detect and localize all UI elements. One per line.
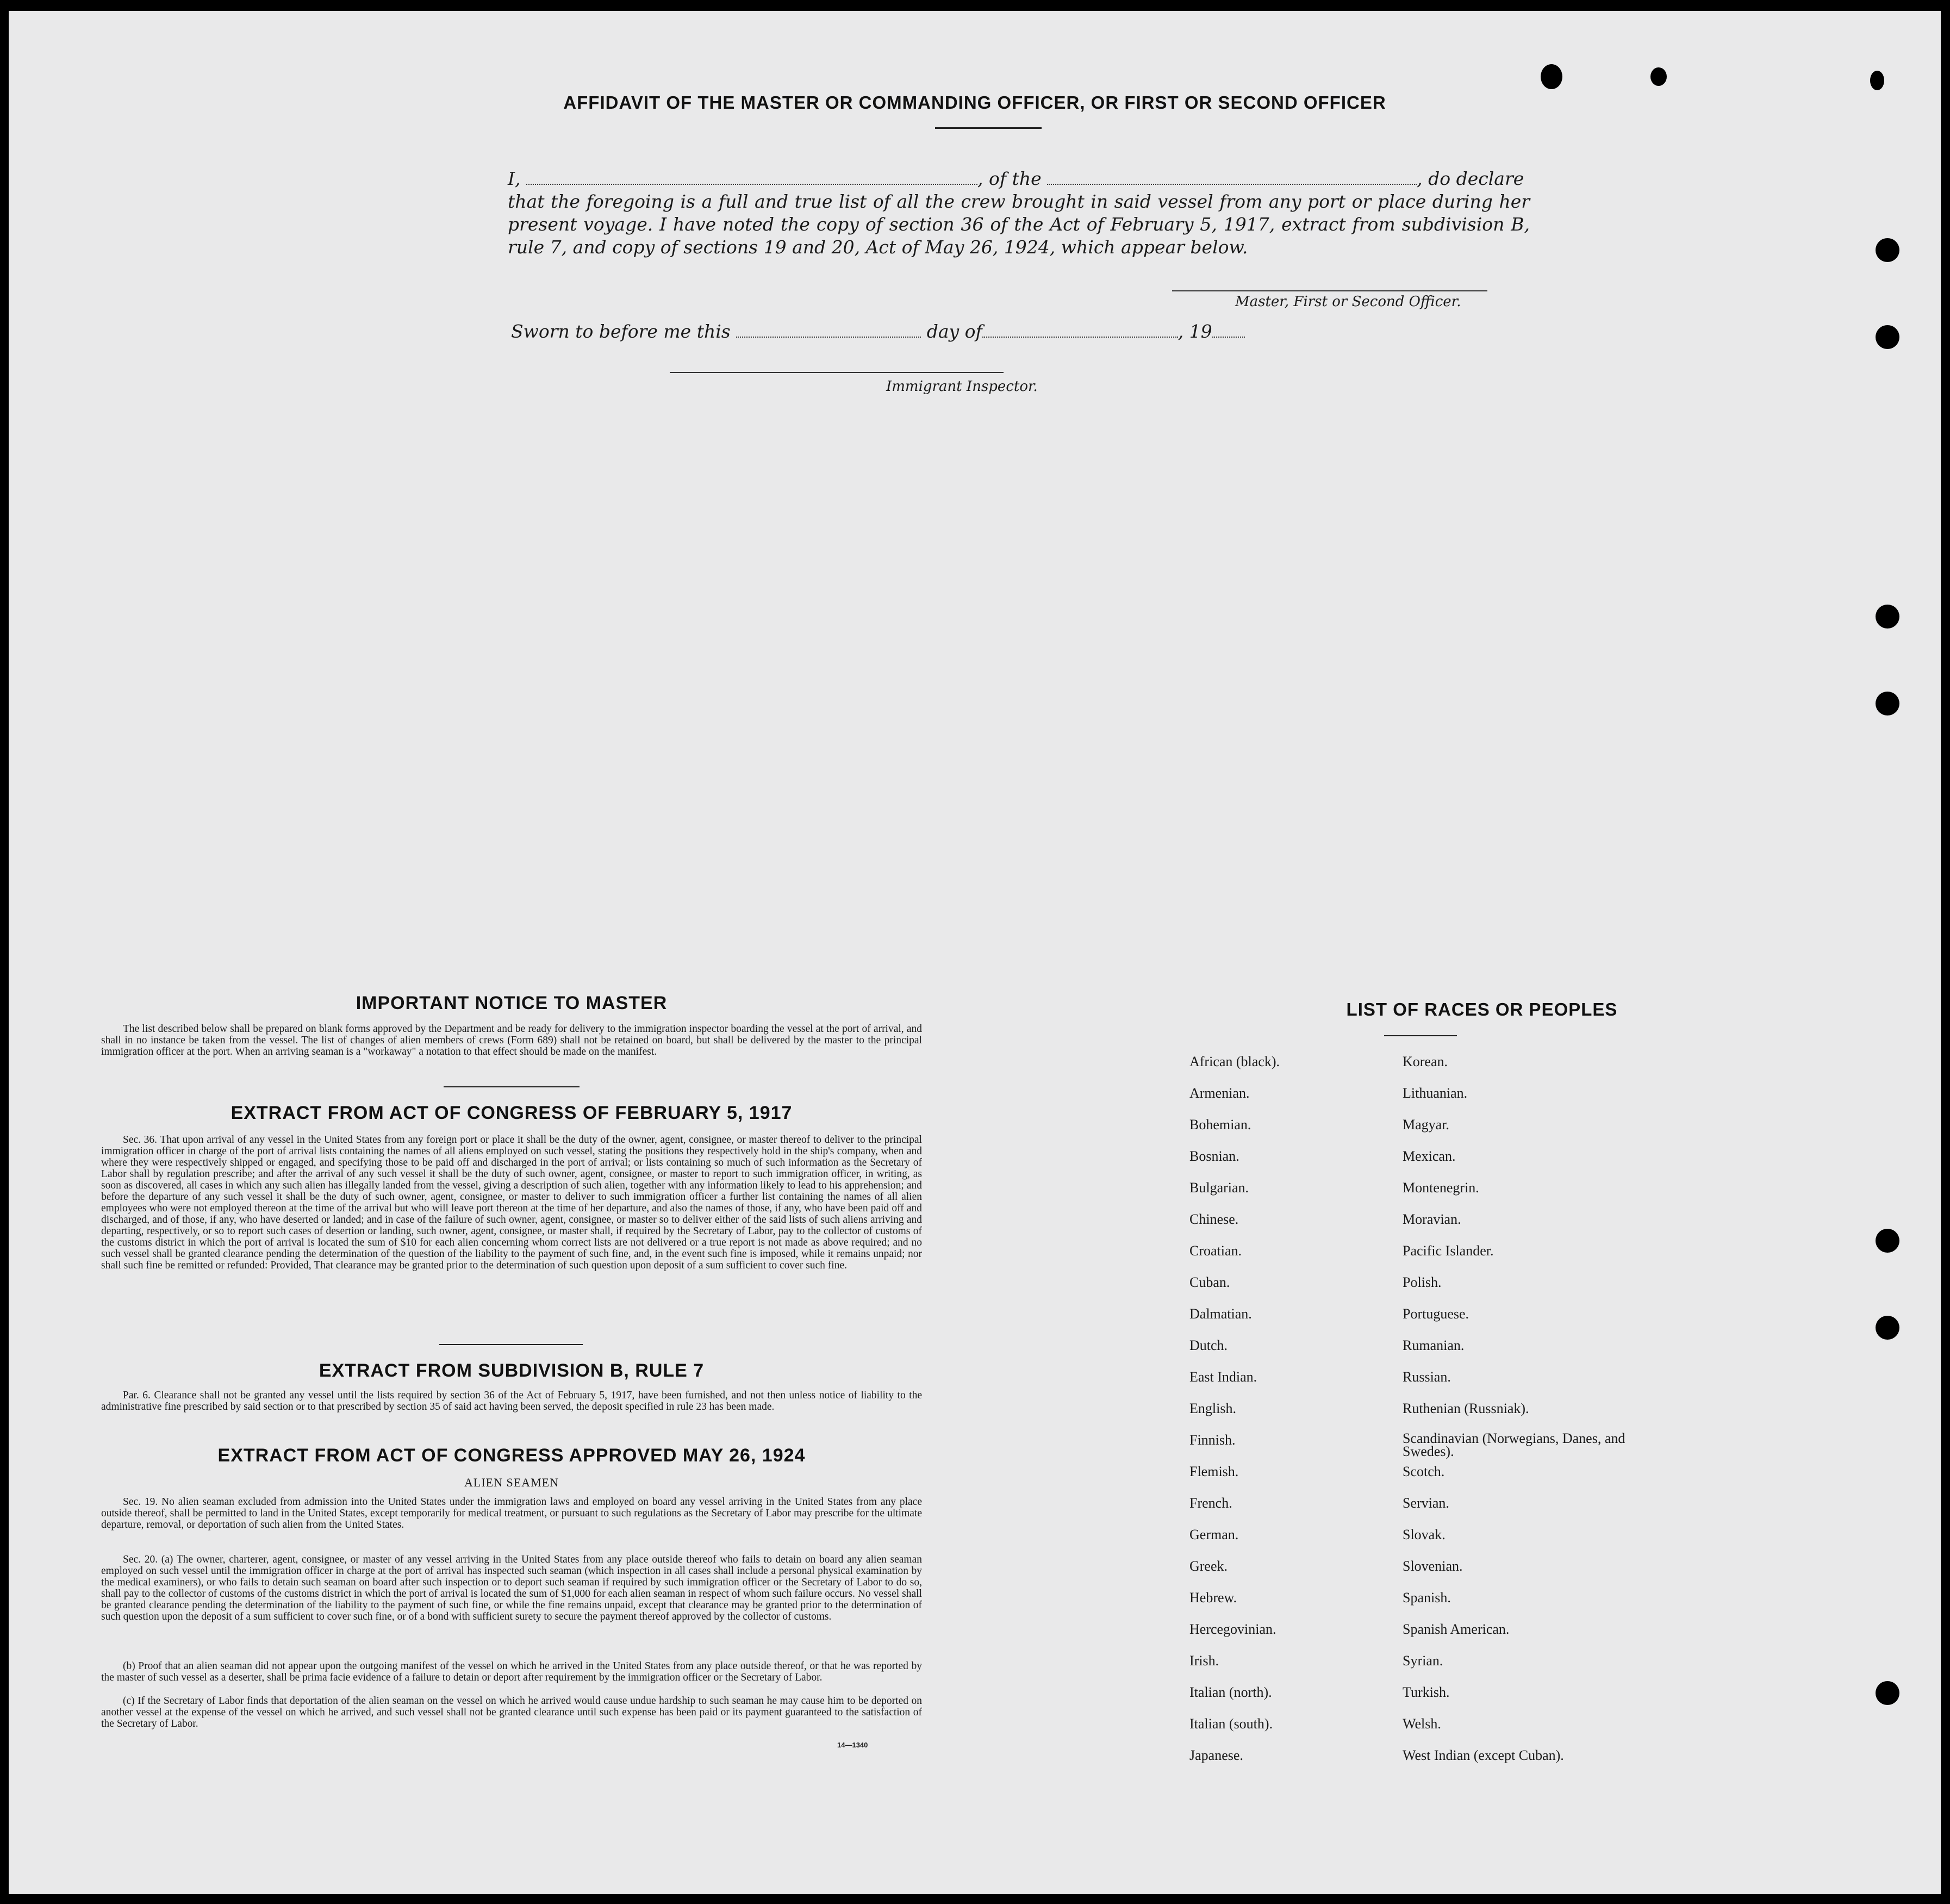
races-right-column <box>1403 1054 1631 1779</box>
race-item: Scandinavian (Norwegians, Danes, and Swedes). <box>1403 1430 1625 1459</box>
sworn-day-field[interactable] <box>736 322 921 338</box>
race-item: West Indian (except Cuban). <box>1403 1747 1564 1763</box>
punch-hole <box>1876 1316 1899 1340</box>
name-field[interactable] <box>526 170 977 185</box>
race-item: Dalmatian. <box>1189 1306 1252 1322</box>
inspector-signature-line[interactable] <box>670 372 1004 373</box>
punch-hole <box>1876 1229 1899 1253</box>
race-item: Rumanian. <box>1403 1337 1465 1353</box>
race-item: Moravian. <box>1403 1211 1461 1227</box>
section-divider <box>439 1344 583 1345</box>
race-item: Syrian. <box>1403 1653 1443 1669</box>
races-title: LIST OF RACES OR PEOPLES <box>1346 999 1618 1019</box>
race-item: Mexican. <box>1403 1148 1456 1164</box>
race-item: Magyar. <box>1403 1117 1449 1133</box>
document-page <box>9 11 1941 1894</box>
race-item: Japanese. <box>1189 1747 1243 1763</box>
race-item: Bohemian. <box>1189 1117 1251 1133</box>
race-item: Finnish. <box>1189 1432 1236 1448</box>
race-item: African (black). <box>1189 1054 1280 1069</box>
races-divider <box>1384 1035 1457 1036</box>
race-item: Cuban. <box>1189 1274 1230 1290</box>
race-item: Chinese. <box>1189 1211 1239 1227</box>
master-caption: Master, First or Second Officer. <box>1235 294 1461 310</box>
extract-1924-title: EXTRACT FROM ACT OF CONGRESS APPROVED MAY 26, 1924 <box>217 1445 806 1466</box>
punch-hole <box>1876 605 1899 629</box>
race-item: Ruthenian (Russniak). <box>1403 1401 1529 1416</box>
sworn-month-field[interactable] <box>982 322 1178 338</box>
race-item: Irish. <box>1189 1653 1219 1669</box>
race-item: Greek. <box>1189 1558 1228 1574</box>
declaration-line: I, , of the , do declare <box>508 168 1524 189</box>
notice-title: IMPORTANT NOTICE TO MASTER <box>356 993 668 1013</box>
section-20a-text: Sec. 20. (a) The owner, charterer, agent, consignee, or master of any vessel arriving in the United States from any place outside thereof who fails to detain on board any alien seaman employed on such vessel until the immigration officer in charge at the port of arrival has inspected such seaman (which inspection in all cases shall include a personal physical examination by the medical examiners), or who fails to detain such seaman on board after such inspection or to deport such seaman if required by such immigration officer or the Secretary of Labor to do so, shall pay to the collector of customs of the customs district in which the port of arrival is located the sum of $1,000 for each alien seaman in respect of whom such failure occurs. No vessel shall be granted clearance pending the determination of the liability to the payment of such fine, or while the fine remains unpaid, except that clearance may be granted prior to the determination of such question upon the deposit of a sum sufficient to cover such fine, or of a bond with sufficient surety to secure the payment thereof approved by the collector of customs. <box>101 1554 922 1622</box>
vessel-field[interactable] <box>1047 170 1417 185</box>
race-item: Servian. <box>1403 1495 1449 1511</box>
race-item: Dutch. <box>1189 1337 1228 1353</box>
sworn-line: Sworn to before me this day of , 19 <box>511 321 1245 342</box>
punch-hole <box>1876 1681 1899 1705</box>
race-item: English. <box>1189 1401 1236 1416</box>
race-item: East Indian. <box>1189 1369 1257 1385</box>
race-item: Portuguese. <box>1403 1306 1469 1322</box>
race-item: Italian (south). <box>1189 1716 1273 1732</box>
race-item: Italian (north). <box>1189 1684 1272 1700</box>
punch-hole <box>1876 238 1899 262</box>
form-number: 14—1340 <box>837 1741 868 1749</box>
punch-hole <box>1541 64 1562 89</box>
race-item: Lithuanian. <box>1403 1085 1468 1101</box>
alien-seamen-subtitle: ALIEN SEAMEN <box>464 1476 559 1489</box>
section-divider <box>444 1086 580 1087</box>
race-item: Spanish. <box>1403 1590 1451 1606</box>
title-divider <box>935 127 1042 129</box>
rule-7-text: Par. 6. Clearance shall not be granted any vessel until the lists required by section 36 of the Act of February 5, 1917, have been furnished, and not then unless notice of liability to the administrative fine prescribed by said section or to that prescribed by section 35 of said act having been served, the deposit specified in rule 23 has been made. <box>101 1390 922 1413</box>
sworn-year-field[interactable] <box>1212 322 1245 338</box>
race-item: Welsh. <box>1403 1716 1441 1732</box>
section-19-text: Sec. 19. No alien seaman excluded from admission into the United States under the immigration laws and employed on board any vessel arriving in the United States from any place outside thereof, shall be permitted to land in the United States, except temporarily for medical treatment, or pursuant to such regulations as the Secretary of Labor may prescribe for the ultimate departure, removal, or deportation of such alien from the United States. <box>101 1496 922 1530</box>
punch-hole <box>1870 71 1884 90</box>
race-item: Korean. <box>1403 1054 1448 1069</box>
master-signature-line[interactable] <box>1172 290 1487 291</box>
race-item: Scotch. <box>1403 1464 1445 1479</box>
race-item: Slovenian. <box>1403 1558 1463 1574</box>
races-left-column <box>1189 1054 1396 1779</box>
race-item: Montenegrin. <box>1403 1180 1479 1196</box>
race-item: Slovak. <box>1403 1527 1446 1542</box>
race-item: Polish. <box>1403 1274 1442 1290</box>
extract-1917-title: EXTRACT FROM ACT OF CONGRESS OF FEBRUARY 5, 1917 <box>230 1103 793 1123</box>
race-item: Bosnian. <box>1189 1148 1239 1164</box>
punch-hole <box>1876 692 1899 715</box>
race-item: Turkish. <box>1403 1684 1450 1700</box>
punch-hole <box>1650 67 1667 86</box>
rule-7-title: EXTRACT FROM SUBDIVISION B, RULE 7 <box>319 1360 705 1381</box>
race-item: Flemish. <box>1189 1464 1239 1479</box>
race-item: Hebrew. <box>1189 1590 1237 1606</box>
race-item: French. <box>1189 1495 1232 1511</box>
race-item: Russian. <box>1403 1369 1451 1385</box>
race-item: Spanish American. <box>1403 1621 1510 1637</box>
race-item: Croatian. <box>1189 1243 1242 1259</box>
notice-body: The list described below shall be prepared on blank forms approved by the Department and be ready for delivery to the immigration inspector boarding the vessel at the port of arrival, and shall in no instance be taken from the vessel. The list of changes of alien members of crews (Form 689) shall not be retained on board, but shall be delivered by the master to the principal immigration officer at the port. When an arriving seaman is a "workaway" a notation to that effect should be made on the manifest. <box>101 1023 922 1057</box>
punch-hole <box>1876 325 1899 349</box>
inspector-caption: Immigrant Inspector. <box>886 378 1038 395</box>
section-20c-text: (c) If the Secretary of Labor finds that deportation of the alien seaman on the vessel on which he arrived would cause undue hardship to such seaman he may cause him to be deported on another vessel at the expense of the vessel on which he arrived, and such vessel shall not be granted clearance until such expense has been paid or its payment guaranteed to the satisfaction of the Secretary of Labor. <box>101 1695 922 1729</box>
affidavit-title: AFFIDAVIT OF THE MASTER OR COMMANDING OFFICER, OR FIRST OR SECOND OFFICER <box>563 92 1386 113</box>
declaration-body: that the foregoing is a full and true list of all the crew brought in said vessel from any port or place during her present voyage. I have noted the copy of section 36 of the Act of February 5, 1917, extract from subdivision B, rule 7, and copy of sections 19 and 20, Act of May 26, 1924, which appear below. <box>508 191 1530 258</box>
race-item: Hercegovinian. <box>1189 1621 1276 1637</box>
affidavit-text <box>508 167 1530 259</box>
section-20b-text: (b) Proof that an alien seaman did not appear upon the outgoing manifest of the vessel on which he arrived in the United States from any place outside thereof, or that he was reported by the master of such vessel as a deserter, shall be prima facie evidence of a failure to detain or deport after requirement by the immigration officer or the Secretary of Labor. <box>101 1660 922 1683</box>
race-item: Bulgarian. <box>1189 1180 1249 1196</box>
race-item: Pacific Islander. <box>1403 1243 1494 1259</box>
race-item: Armenian. <box>1189 1085 1250 1101</box>
section-36-text: Sec. 36. That upon arrival of any vessel in the United States from any foreign port or place it shall be the duty of the owner, agent, consignee, or master thereof to deliver to the principal immigration officer in charge of the port of arrival lists containing the names of all aliens employed on such vessel, stating the positions they respectively hold in the ship's company, when and where they were respectively shipped or engaged, and specifying those to be paid off and discharged in the port of arrival; or lists containing so much of such information as the Secretary of Labor shall by regulation prescribe; and after the arrival of any such vessel it shall be the duty of such owner, agent, consignee, or master to report to such immigration officer, in writing, as soon as discovered, all cases in which any such alien has illegally landed from the vessel, giving a description of such alien, together with any information likely to lead to his apprehension; and before the departure of any such vessel it shall be the duty of such owner, agent, consignee, or master to deliver to such immigration officer a further list containing the names of all alien employees who were not employed thereon at the time of the arrival but who will leave port thereon at the time of her departure, and also the names of those, if any, who have been paid off and discharged, and of those, if any, who have deserted or landed; and in case of the failure of such owner, agent, consignee, or master so to deliver either of the said lists of such aliens arriving and departing, respectively, or so to report such cases of desertion or landing, such owner, agent, consignee, or master shall, if required by the Secretary of Labor, pay to the collector of customs of the customs district in which the port of arrival is located the sum of $10 for each alien concerning whom correct lists are not delivered or a true report is not made as above required; and no such vessel shall be granted clearance pending the determination of the question of the liability to the payment of such fine, and, in the event such fine is imposed, while it remains unpaid; nor shall such fine be remitted or refunded: Provided, That clearance may be granted prior to the determination of such question upon deposit of a sum sufficient to cover such fine. <box>101 1134 922 1271</box>
race-item: German. <box>1189 1527 1239 1542</box>
